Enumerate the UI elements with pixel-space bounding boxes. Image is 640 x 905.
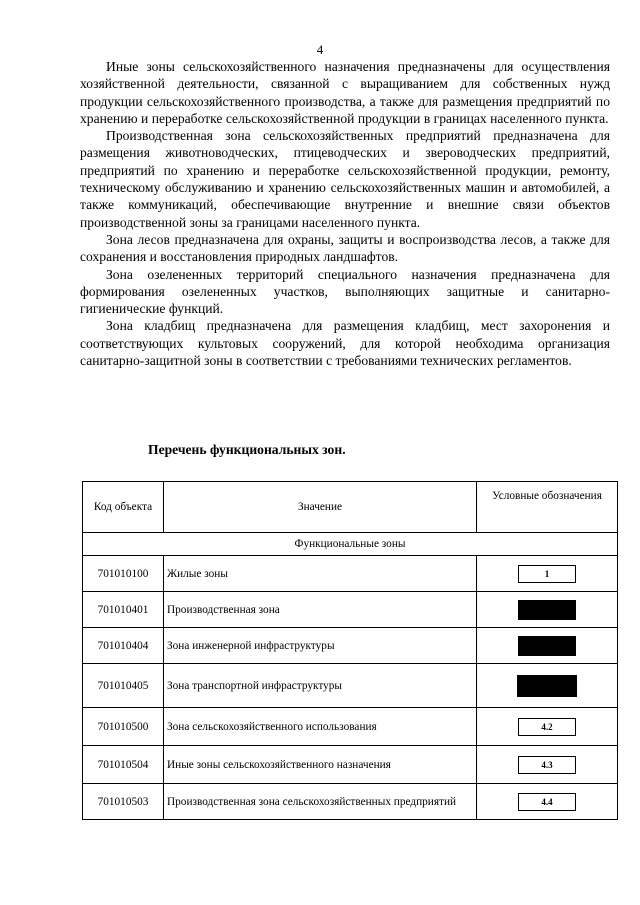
table-row (83, 746, 618, 784)
zone-symbol: 4.3 (518, 756, 576, 774)
row-name: Производственная зона (164, 592, 477, 628)
row-code: 701010500 (83, 708, 164, 746)
row-code: 701010404 (83, 628, 164, 664)
table-header-row (83, 482, 618, 533)
table-section-row (83, 533, 618, 556)
zone-symbol (518, 636, 576, 656)
table-row (83, 708, 618, 746)
row-symbol-cell (477, 708, 618, 746)
table-body (83, 556, 618, 820)
zone-symbol (518, 600, 576, 620)
row-symbol-cell (477, 784, 618, 820)
table-row (83, 628, 618, 664)
row-code: 701010504 (83, 746, 164, 784)
paragraph: Иные зоны сельскохозяйственного назначения предназначены для осуществления хозяйственной деятельности, связанной с выращиванием для собственных нужд продукции сельскохозяйственного производства, а также для размещения предприятий по хранению и переработке сельскохозяйственной продукции в границах населенного пункта. (80, 59, 610, 126)
header-symbol: Условные обозначения (477, 482, 618, 533)
row-symbol-cell (477, 556, 618, 592)
row-name: Зона сельскохозяйственного использования (164, 708, 477, 746)
table-row (83, 592, 618, 628)
zone-symbol: 4.2 (518, 718, 576, 736)
row-name: Зона инженерной инфраструктуры (164, 628, 477, 664)
zone-symbol (517, 675, 577, 697)
row-symbol-cell (477, 628, 618, 664)
row-symbol-cell (477, 592, 618, 628)
page-number: 4 (316, 42, 324, 57)
header-value: Значение (164, 482, 477, 533)
table-row (83, 664, 618, 708)
row-code: 701010100 (83, 556, 164, 592)
row-code: 701010503 (83, 784, 164, 820)
section-title: Функциональные зоны (83, 533, 618, 556)
row-code: 701010401 (83, 592, 164, 628)
zones-table (82, 481, 618, 820)
paragraph: Зона кладбищ предназначена для размещения кладбищ, мест захоронения и соответствующих культовых сооружений, для которой необходима организация санитарно-защитной зоны в соответствии с требованиями технических регламентов. (80, 318, 610, 369)
row-name: Зона транспортной инфраструктуры (164, 664, 477, 708)
row-name: Производственная зона сельскохозяйственных предприятий (164, 784, 477, 820)
row-code: 701010405 (83, 664, 164, 708)
row-name: Жилые зоны (164, 556, 477, 592)
row-name: Иные зоны сельскохозяйственного назначения (164, 746, 477, 784)
table-title: Перечень функциональных зон. (148, 442, 346, 457)
zone-symbol: 1 (518, 565, 576, 583)
paragraph: Зона лесов предназначена для охраны, защиты и воспроизводства лесов, а также для сохранения и восстановления природных ландшафтов. (80, 231, 610, 265)
body-text (80, 58, 610, 369)
row-symbol-cell (477, 746, 618, 784)
table-row (83, 556, 618, 592)
zone-symbol: 4.4 (518, 793, 576, 811)
row-symbol-cell (477, 664, 618, 708)
paragraph: Зона озелененных территорий специального назначения предназначена для формирования озелененных участков, выполняющих защитные и санитарно-гигиенические функций. (80, 266, 610, 317)
table-row (83, 784, 618, 820)
paragraph: Производственная зона сельскохозяйственных предприятий предназначена для размещения животноводческих, птицеводческих и звероводческих предприятий, предприятий по хранению и переработке сельскохозяйственной продукции, ремонту, техническому обслуживанию и хранению сельскохозяйственных машин и автомобилей, а также коммуникаций, обеспечивающие внутренние и внешние связи объектов производственной зоны за границами населенного пункта. (80, 128, 610, 230)
header-code: Код объекта (83, 482, 164, 533)
